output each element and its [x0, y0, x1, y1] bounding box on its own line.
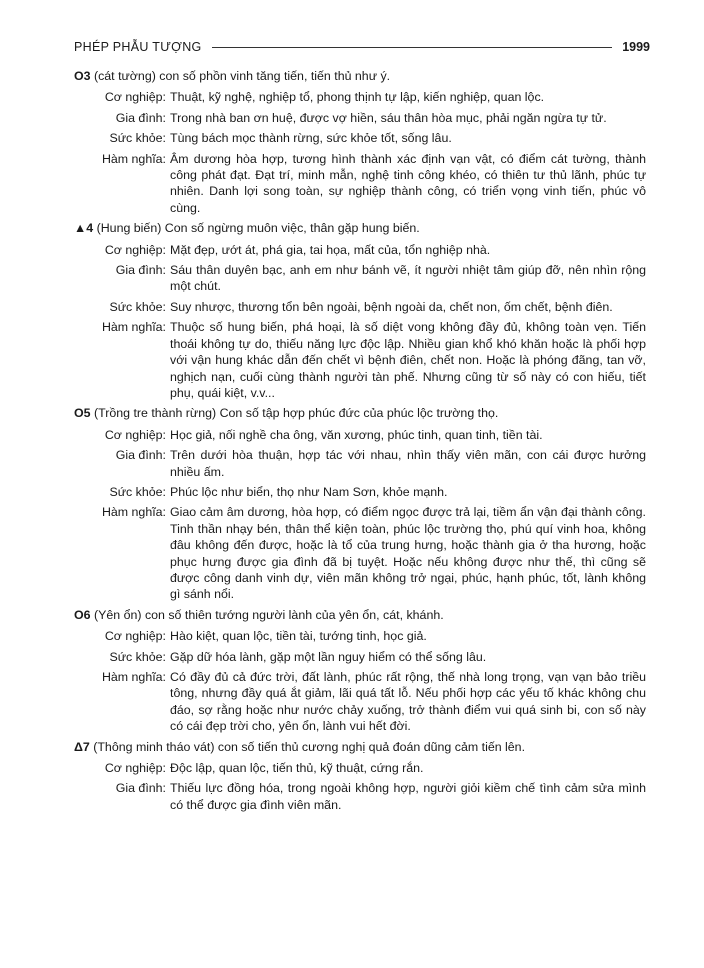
- entry: [74, 607, 650, 735]
- page: [74, 38, 650, 817]
- row-text: Sáu thân duyên bạc, anh em như bánh vẽ, ít người nhiệt tâm giúp đỡ, nên nhìn rộng một chút.: [170, 263, 646, 294]
- entry-number: Δ7: [74, 739, 90, 754]
- entry-number: O5: [74, 406, 91, 421]
- entry-row: [74, 110, 650, 126]
- row-text: Gặp dữ hóa lành, gặp một lần nguy hiểm có thể sống lâu.: [170, 649, 487, 664]
- entry-row: [74, 780, 650, 813]
- row-label: Gia đình:: [115, 781, 166, 796]
- entry-heading-text: (Hung biến) Con số ngừng muôn việc, thân gặp hung biến.: [93, 221, 420, 236]
- row-text: Có đầy đủ cả đức trời, đất lành, phúc rất rộng, thế nhà long trọng, vạn vạn bảo triều tông, nhưng đầy quá ắt giảm, lãi quá tất lỗ. Nếu phối hợp các yếu tố khác không chu đáo, sợ rằng hoặc như nước chảy xuống, trở thành điểm vui quá sinh bi, con số này có cái đẹp trời cho, yên ổn, lành vui hết đời.: [170, 670, 646, 734]
- entry-row: [74, 649, 650, 665]
- row-text: Suy nhược, thương tổn bên ngoài, bệnh ngoài da, chết non, ốm chết, bệnh điên.: [170, 299, 613, 314]
- row-label: Cơ nghiệp:: [104, 761, 166, 776]
- row-label: Hàm nghĩa:: [101, 320, 166, 335]
- row-text: Âm dương hòa hợp, tương hình thành xác định vạn vật, có điểm cát tường, thành công phát đạt. Đạt trí, minh mẫn, nghệ tinh công khéo, có thiên tư thủ lãnh, phúc tự nhiên. Danh lợi song toàn, sự nghiệp thành công, có triển vọng vinh tiến, phúc vô cùng.: [170, 151, 646, 215]
- entry-row: [74, 760, 650, 776]
- row-label: Hàm nghĩa:: [101, 151, 166, 166]
- header-title: PHÉP PHẪU TƯỢNG: [74, 40, 202, 54]
- row-text: Giao cảm âm dương, hòa hợp, có điểm ngọc được trả lại, tiềm ẩn vận đại thành công. Tinh thần nhạy bén, thân thể kiện toàn, phúc lộc trường thọ, phú quí vinh hoa, không đâu không đến được, hoặc là tổ của trung hưng, hoặc thành gia ở tha hương, hoặc phục hưng được gia đình đã bị tuyệt. Hoặc nếu không được như thế, thì cũng sẽ được công danh vinh dự, viên mãn không trở ngại, phúc, hạnh phúc, tốt, lành không gì sánh nổi.: [170, 505, 646, 602]
- row-text: Học giả, nối nghề cha ông, văn xương, phúc tinh, quan tinh, tiền tài.: [170, 427, 543, 442]
- entry-row: [74, 151, 650, 217]
- entry-row: [74, 669, 650, 735]
- entry-row: [74, 299, 650, 315]
- row-text: Độc lập, quan lộc, tiến thủ, kỹ thuật, cứng rắn.: [170, 761, 424, 776]
- entry-list: [74, 68, 650, 813]
- row-label: Cơ nghiệp:: [104, 427, 166, 442]
- entry-title: [74, 68, 650, 84]
- row-label: Sức khỏe:: [109, 649, 166, 664]
- entry-number: ▲4: [74, 221, 94, 236]
- entry-row: [74, 319, 650, 401]
- entry-row: [74, 89, 650, 105]
- entry-heading-text: (Trồng tre thành rừng) Con số tập hợp phúc đức của phúc lộc trường thọ.: [90, 406, 499, 421]
- row-label: Gia đình:: [115, 110, 166, 125]
- entry: [74, 739, 650, 814]
- entry-heading-text: (Yên ổn) con số thiên tướng người lành của yên ổn, cát, khánh.: [90, 607, 444, 622]
- entry-row: [74, 504, 650, 602]
- row-text: Tùng bách mọc thành rừng, sức khỏe tốt, sống lâu.: [170, 131, 452, 146]
- entry-title: [74, 405, 650, 421]
- entry-row: [74, 262, 650, 295]
- row-text: Thiếu lực đồng hóa, trong ngoài không hợp, người giỏi kiềm chế tình cảm sửa mình có thể được gia đình viên mãn.: [170, 781, 646, 812]
- entry-row: [74, 447, 650, 480]
- row-text: Thuộc số hung biến, phá hoại, là số diệt vong không đầy đủ, không toàn vẹn. Tiến thoái không tự do, thiếu năng lực độc lập. Nhiều gian khổ khó khăn hoặc là phối hợp với vận hung khác dẫn đến chết vì bệnh điên, chết non. Hoặc là phóng đãng, tan vỡ, nghịch nạn, cuối cùng thành người tàn phế. Nhưng cũng từ số này có con hiếu, tiết phụ, quái kiệt, v.v...: [170, 320, 646, 400]
- row-label: Gia đình:: [115, 263, 166, 278]
- row-label: Hàm nghĩa:: [101, 505, 166, 520]
- entry-heading-text: (Thông minh tháo vát) con số tiến thủ cương nghị quả đoán dũng cảm tiến lên.: [89, 739, 526, 754]
- entry-heading-text: (cát tường) con số phồn vinh tăng tiến, tiến thủ như ý.: [90, 69, 391, 83]
- entry-row: [74, 427, 650, 443]
- header-rule: [212, 47, 613, 48]
- entry-row: [74, 628, 650, 644]
- row-text: Hào kiệt, quan lộc, tiền tài, tướng tinh, học giả.: [170, 629, 427, 644]
- row-text: Phúc lộc như biển, thọ như Nam Sơn, khỏe mạnh.: [170, 484, 448, 499]
- entry-title: [74, 739, 650, 755]
- entry: [74, 405, 650, 602]
- row-text: Trên dưới hòa thuận, hợp tác với nhau, nhìn thấy viên mãn, con cái được hưởng nhiều ấm.: [170, 448, 646, 479]
- row-text: Trong nhà ban ơn huệ, được vợ hiền, sáu thân hòa mục, phải ngăn ngừa tự tử.: [170, 110, 607, 125]
- row-label: Hàm nghĩa:: [101, 670, 166, 684]
- running-header: [74, 38, 650, 56]
- entry-number: O6: [74, 607, 91, 622]
- row-text: Mặt đẹp, ướt át, phá gia, tai họa, mất của, tổn nghiệp nhà.: [170, 242, 491, 257]
- row-label: Gia đình:: [115, 448, 166, 463]
- row-text: Thuật, kỹ nghệ, nghiệp tổ, phong thịnh tự lập, kiến nghiệp, quan lộc.: [170, 90, 545, 105]
- row-label: Cơ nghiệp:: [104, 242, 166, 257]
- entry-title: [74, 220, 650, 236]
- entry: [74, 220, 650, 401]
- entry: [74, 68, 650, 216]
- entry-row: [74, 242, 650, 258]
- row-label: Sức khỏe:: [109, 484, 166, 499]
- entry-number: O3: [74, 69, 91, 83]
- page-number: 1999: [622, 40, 650, 54]
- row-label: Sức khỏe:: [109, 131, 166, 146]
- entry-row: [74, 484, 650, 500]
- entry-title: [74, 607, 650, 623]
- row-label: Cơ nghiệp:: [104, 629, 166, 644]
- row-label: Cơ nghiệp:: [104, 90, 166, 105]
- row-label: Sức khỏe:: [109, 299, 166, 314]
- entry-row: [74, 130, 650, 146]
